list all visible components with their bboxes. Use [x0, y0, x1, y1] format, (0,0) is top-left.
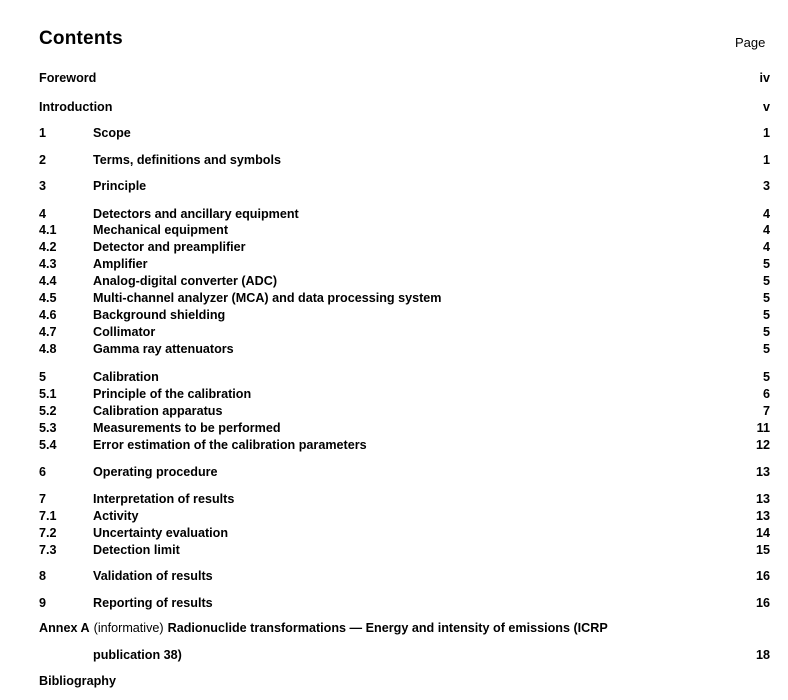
toc-entry-4-5[interactable]	[39, 290, 770, 306]
contents-title: Contents	[39, 28, 123, 49]
toc-entry-bibliography[interactable]	[39, 673, 755, 689]
toc-entry-page: 5	[762, 325, 770, 339]
toc-entry-page: 4	[762, 240, 770, 254]
toc-entry-text: Detector and preamplifier	[93, 240, 246, 254]
toc-entry-number: 8	[39, 569, 47, 583]
toc-entry-4-4[interactable]	[39, 273, 770, 289]
toc-entry-text: Operating procedure	[93, 465, 218, 479]
toc-entry-text: Detection limit	[93, 543, 180, 557]
toc-entry-page: 13	[755, 509, 770, 523]
toc-entry-number: 5	[39, 370, 47, 384]
toc-entry-number: 5.2	[39, 404, 57, 418]
toc-entry-page: 13	[755, 492, 770, 506]
toc-entry-annex-a-cont[interactable]	[93, 647, 770, 663]
toc-entry-number: 7.2	[39, 526, 57, 540]
toc-entry-page: 5	[762, 291, 770, 305]
toc-entry-text: Error estimation of the calibration parameters	[93, 438, 367, 452]
toc-entry-number: 4.4	[39, 274, 57, 288]
toc-entry-3[interactable]	[39, 178, 770, 194]
toc-entry-page: 5	[762, 342, 770, 356]
toc-entry-page: 18	[755, 648, 770, 662]
toc-entry-page: 12	[755, 438, 770, 452]
toc-entry-page: 5	[762, 257, 770, 271]
page-column-header: Page	[735, 35, 766, 50]
toc-entry-number: 2	[39, 153, 47, 167]
toc-entry-7-2[interactable]	[39, 525, 770, 541]
toc-entry-number: 7.3	[39, 543, 57, 557]
toc-entry-number: 9	[39, 596, 47, 610]
toc-entry-number: 5.3	[39, 421, 57, 435]
toc-entry-7-3[interactable]	[39, 542, 770, 558]
toc-entry-number: 4	[39, 207, 47, 221]
toc-entry-7-1[interactable]	[39, 508, 770, 524]
toc-entry-text: Measurements to be performed	[93, 421, 281, 435]
toc-entry-5-4[interactable]	[39, 437, 770, 453]
toc-entry-text: Reporting of results	[93, 596, 213, 610]
toc-entry-number: 4.1	[39, 223, 57, 237]
toc-entry-number: 4.7	[39, 325, 57, 339]
toc-entry-text: Principle	[93, 179, 147, 193]
toc-entry-text: Gamma ray attenuators	[93, 342, 234, 356]
toc-entry-foreword[interactable]	[39, 70, 770, 86]
toc-entry-text: Mechanical equipment	[93, 223, 229, 237]
toc-entry-page: 1	[762, 153, 770, 167]
toc-entry-number: 4.3	[39, 257, 57, 271]
toc-entry-text: Analog-digital converter (ADC)	[93, 274, 278, 288]
toc-entry-text: Interpretation of results	[93, 492, 235, 506]
toc-entry-page: 11	[756, 421, 770, 435]
toc-entry-1[interactable]	[39, 125, 770, 141]
toc-entry-number: 4.5	[39, 291, 57, 305]
toc-entry-number: 1	[39, 126, 47, 140]
toc-entry-number: 5.1	[39, 387, 57, 401]
toc-entry-text: Detectors and ancillary equipment	[93, 207, 299, 221]
toc-entry-5-1[interactable]	[39, 386, 770, 402]
toc-entry-text: Collimator	[93, 325, 156, 339]
toc-entry-annex-a[interactable]	[39, 620, 719, 636]
annex-title-line1: Radionuclide transformations — Energy and intensity of emissions (ICRP	[167, 621, 608, 635]
annex-label: Annex A	[39, 621, 90, 635]
toc-entry-7[interactable]	[39, 491, 770, 507]
toc-entry-text: Validation of results	[93, 569, 213, 583]
toc-entry-4-6[interactable]	[39, 307, 770, 323]
toc-entry-text: Bibliography	[39, 674, 116, 688]
toc-entry-page: v	[762, 100, 770, 114]
toc-entry-4-2[interactable]	[39, 239, 770, 255]
toc-entry-page: 16	[755, 569, 770, 583]
toc-entry-text: Scope	[93, 126, 131, 140]
toc-entry-text: Activity	[93, 509, 139, 523]
toc-entry-page: iv	[759, 71, 770, 85]
toc-entry-introduction[interactable]	[39, 99, 770, 115]
toc-entry-page: 5	[762, 274, 770, 288]
toc-entry-4-7[interactable]	[39, 324, 770, 340]
toc-entry-page: 7	[762, 404, 770, 418]
toc-entry-number: 3	[39, 179, 47, 193]
toc-entry-page: 3	[762, 179, 770, 193]
toc-entry-text: Amplifier	[93, 257, 148, 271]
toc-entry-page: 4	[762, 223, 770, 237]
toc-entry-text: Uncertainty evaluation	[93, 526, 229, 540]
toc-entry-page: 5	[762, 308, 770, 322]
toc-entry-text: Calibration	[93, 370, 159, 384]
toc-entry-number: 6	[39, 465, 47, 479]
toc-entry-4-1[interactable]	[39, 222, 770, 238]
toc-entry-page: 14	[755, 526, 770, 540]
toc-entry-number: 5.4	[39, 438, 57, 452]
toc-entry-text: Multi-channel analyzer (MCA) and data processing system	[93, 291, 442, 305]
toc-entry-2[interactable]	[39, 152, 770, 168]
toc-entry-4-3[interactable]	[39, 256, 770, 272]
toc-entry-number: 4.2	[39, 240, 57, 254]
toc-entry-text: Introduction	[39, 100, 113, 114]
toc-entry-5[interactable]	[39, 369, 770, 385]
toc-entry-4-8[interactable]	[39, 341, 770, 357]
toc-entry-number: 4.8	[39, 342, 57, 356]
toc-entry-page: 6	[762, 387, 770, 401]
toc-entry-text: Terms, definitions and symbols	[93, 153, 282, 167]
toc-entry-page: 5	[762, 370, 770, 384]
toc-entry-number: 7	[39, 492, 47, 506]
toc-entry-page: 16	[755, 596, 770, 610]
toc-entry-6[interactable]	[39, 464, 770, 480]
toc-entry-page: 15	[755, 543, 770, 557]
toc-entry-5-3[interactable]	[39, 420, 770, 436]
toc-entry-page: 4	[762, 207, 770, 221]
toc-entry-4[interactable]	[39, 206, 770, 222]
toc-entry-number: 4.6	[39, 308, 57, 322]
annex-qualifier: (informative)	[93, 621, 164, 635]
toc-entry-5-2[interactable]	[39, 403, 770, 419]
toc-entry-page: 13	[755, 465, 770, 479]
toc-entry-text: Principle of the calibration	[93, 387, 252, 401]
toc-entry-text: Foreword	[39, 71, 97, 85]
toc-entry-8[interactable]	[39, 568, 770, 584]
toc-entry-text: Calibration apparatus	[93, 404, 223, 418]
toc-entry-9[interactable]	[39, 595, 770, 611]
toc-entry-text: Background shielding	[93, 308, 226, 322]
toc-entry-page: 1	[762, 126, 770, 140]
annex-title-line2: publication 38)	[93, 648, 182, 662]
toc-entry-number: 7.1	[39, 509, 57, 523]
